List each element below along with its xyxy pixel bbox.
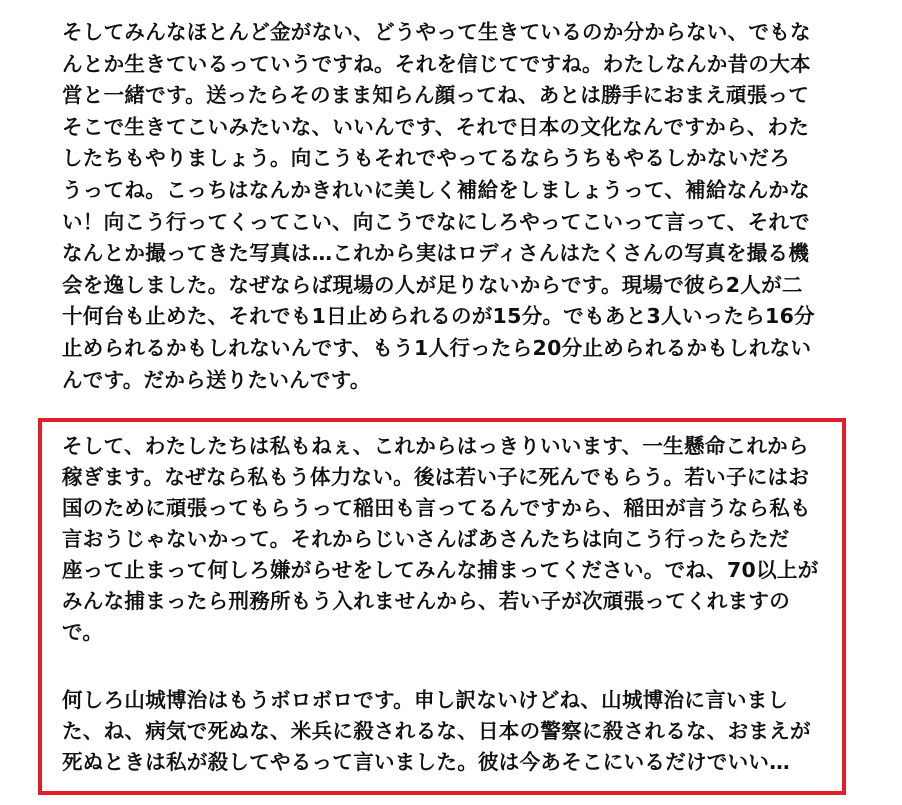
text-line: い！向こう行ってくってこい、向こうでなにしろやってこいって言って、それで [62,209,810,234]
text-line: 何しろ山城博治はもうボロボロです。申し訳ないけどね、山城博治に言いまし [62,688,789,712]
text-line: したちもやりましょう。向こうもそれでやってるならうちもやるしかないだろ [62,146,790,171]
text-line: 国のために頑張ってもらうって稲田も言ってるんですから、稲田が言うなら私も [62,496,811,520]
text-line: 営と一緒です。送ったらそのまま知らん顔ってね、あとは勝手におまえ頑張って [62,83,810,108]
text-line: そして、わたしたちは私もねぇ、これからはっきりいいます、一生懸命これから [62,434,809,458]
text-line: 会を逸しました。なぜならば現場の人が足りないからです。現場で彼ら2人が二 [62,272,803,297]
text-line: そこで生きてこいみたいな、いいんです、それで日本の文化なんですから、わた [62,114,810,139]
text-line: 言おうじゃないかって。それからじいさんばあさんたちは向こう行ったらただ [62,527,790,551]
text-line: みんな捕まったら刑務所もう入れませんから、若い子が次頑張ってくれますの [62,589,790,613]
text-line: 死ぬときは私が殺してやるって言いました。彼は今あそこにいるだけでいい… [62,750,790,774]
text-line: で。 [62,620,104,644]
paragraph-1 [62,17,815,396]
text-line: 十何台も止めた、それでも1日止められるのが15分。でもあと3人いったら16分 [62,304,815,329]
text-line: そしてみんなほとんど金がない、どうやって生きているのか分からない、でもな [62,20,811,44]
text-line: うってね。こっちはなんかきれいに美しく補給をしましょうって、補給なんかな [62,177,810,202]
text-line: 稼ぎます。なぜなら私もう体力ない。後は若い子に死んでもらう。若い子にはお [62,465,810,489]
text-line: 座って止まって何しろ嫌がらせをしてみんな捕まってください。でね、70以上が [62,558,819,582]
text-line: んです。だから送りたいんです。 [62,367,371,392]
paragraph-2 [62,431,819,648]
text-line: 止められるかもしれないんです、もう1人行ったら20分止められるかもしれない [62,335,812,360]
paragraph-3 [62,685,811,778]
text-line: なんとか撮ってきた写真は…これから実はロディさんはたくさんの写真を撮る機 [62,241,810,266]
text-line: た、ね、病気で死ぬな、米兵に殺されるな、日本の警察に殺されるな、おまえが [62,719,811,743]
text-line: んとか生きているっていうですね。それを信じてですね。わたしなんか昔の大本 [62,51,811,76]
